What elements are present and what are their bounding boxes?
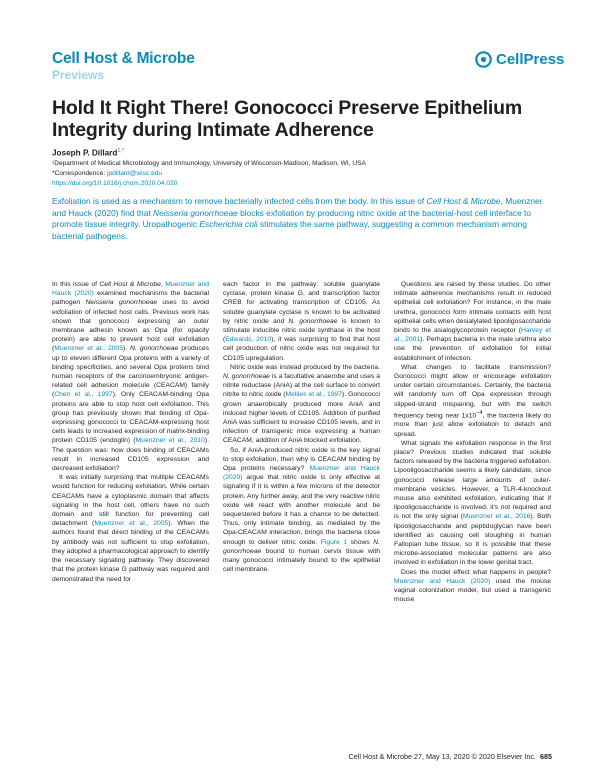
text: Nitric oxide was instead produced by the bacteria. [230,363,380,371]
article-title: Hold It Right There! Gonococci Preserve Epithelium Integrity during Intimate Adherence [52,97,522,141]
abstract-species: Neisseria gonorrhoeae [153,207,238,218]
paragraph [52,473,209,583]
text: uses to avoid exfoliation of infected host cells. Previous work has shown that gonococci expressing an outer membrane adhesin known as Opa (for opacity protein) are able to prevent host cell exfoliation ( [52,299,210,353]
abstract-journal: Cell Host & Microbe [426,196,501,206]
text: is a facultative anaerobe and uses a nitrite reductase (AniA) at the cell surface to convert nitrite to nitric oxide ( [223,373,380,399]
cellpress-logo-text: CellPress [496,50,565,68]
abstract-text: Exfoliation is used as a mechanism to remove bacterially infected cells from the body. In this issue of [52,196,427,206]
text: What signals the exfoliation response in the first place? Previous studies indicated that soluble factors released by the bacteria triggered exfoliation. Lipooligosaccharide seems a likely candidate, since gonococci release large amounts of outer-membrane vesicles. However, a TLR-4-knockout mouse also exhibited exfoliation, indicating that if lipooligosaccharide is involved, it's not required and is not the only signal ( [394,439,551,521]
text: argue that nitric oxide is only effective at signaling if it is within a few microns of the detector protein. Any further away, and the very reactive nitric oxide will react with another molecule and be sequestered before it has a chance to be detected. Thus, only intimate binding, as mediated by the Opa-CEACAM interaction, brings the bacteria close enough to deliver nitric oxide. [223,474,380,546]
page-number: 685 [540,752,552,761]
abstract-text: , Muenzner and Hauck (2020) find that [52,196,543,218]
section-label: Previews [52,68,105,82]
cellpress-logo-icon [475,51,492,68]
text: ). When the authors found that direct binding of the CEACAMs by antibody was not sufficient to stop exfoliation, they adopted a pharmacological approach to identify the necessary signaling pathway. They discovered that the protein kinase G pathway was required and demonstrated the need for [52,520,210,583]
article-meta [52,159,552,189]
correspondence [52,169,552,179]
abstract-text: blocks exfoliation by producing nitric oxide at the bacterial-host cell interface to promote tissue integrity. Uropathogenic [52,207,532,230]
footer-citation: Cell Host & Microbe 27, May 13, 2020 © 2020 Elsevier Inc. [348,752,536,761]
text: used the mouse vaginal colonization model, but used a transgenic mouse [394,577,551,604]
paragraph [394,568,551,605]
text: produces up to eleven different Opa proteins with a variety of binding specificities, and several Opa proteins bind human receptors of the carcinoembryonic antigen-related cell adhesion molecule (CEACAM) family ( [52,345,209,399]
page-footer [349,752,552,761]
text: It was initially surprising that multiple CEACAMs would function for reducing exfoliation. While certain CEACAMs have a cytoplasmic domain that affects signaling in the host cell, others have no such domain and still function for preventing cell detachment ( [52,474,209,528]
paragraph [223,363,380,446]
text: So, if AniA-produced nitric oxide is the key signal to stop exfoliation, then why is CEACAM binding by Opa proteins necessary? [223,446,380,473]
author-marks: 1,* [117,148,125,154]
citation-link[interactable]: Mellies et al., 1997 [285,391,343,399]
paragraph [394,363,551,439]
species-italic: N. gonorrhoeae [130,345,179,353]
species-italic: Neisseria gonorrhoeae [85,299,158,307]
text: ), it was surprising to find that host cell production of nitric oxide was not required for CD105 upregulation. [223,336,381,362]
citation-link[interactable]: Muenzner et al., 2010 [135,437,205,445]
affiliation: ¹Department of Medical Microbiology and Immunology, University of Wisconsin-Madison, Madison, WI, USA [52,160,366,167]
column-2 [223,280,380,604]
text: In this issue of [52,281,100,288]
text: Questions are raised by these studies. Do other intimate adherence mechanisms result in reduced epithelial cell exfoliation? For instance, in the male urethra, gonococci form intimate contacts with host epithelial cells when desialylated lipooligosaccharide binds to the asialoglycoprotein receptor ( [394,281,551,335]
abstract-text: stimulates the same pathway, suggesting a common mechanism among bacterial pathogens. [52,219,527,241]
journal-name: Cell Host & Microbe [52,50,195,67]
text: Does the model effect what happens in people? [401,568,551,576]
text: , the bacteria likely do more than just allow exfoliation to detach and spread. [394,412,551,438]
text: examined mechanisms the bacterial pathogen [52,290,209,307]
text: ). [122,345,131,353]
citation-link[interactable]: Muenzner et al., 2005 [94,520,169,528]
journal-italic: Cell Host & Microbe [99,281,161,288]
column-3 [394,280,551,604]
text: ). Perhaps bacteria in the male urethra also use the prevention of exfoliation for initial establishment of infection. [394,336,551,362]
author-name[interactable]: Joseph P. Dillard [52,148,118,158]
doi-link[interactable]: https://doi.org/10.1016/j.chom.2020.04.020 [52,180,178,187]
citation-link[interactable]: Muenzner et al., 2016 [462,513,531,521]
citation-link[interactable]: Chen et al., 1997 [54,391,113,399]
citation-link[interactable]: Edwards, 2010 [225,336,272,344]
paragraph [394,280,551,363]
column-1 [52,280,209,604]
text: ). Only CEACAM-binding Opa proteins are able to stop host cell exfoliation. This group has previously shown that binding of Opa-expressing gonococci to CEACAM-expressing host cells leads to increased expression of matrix-binding protein CD105 (endoglin) ( [52,391,209,445]
text: bound to human cervix tissue with many gonococci intimately bound to the epithelial cell membrane. [223,547,380,574]
text: ). Both lipooligosaccharide and peptidoglycan have been identified as causing cell sloughing in human Fallopian tube tissue, so it is possible that these microbe-associated molecular patterns are also involved in exfoliation in the lower genital tract. [394,513,551,567]
figure-link[interactable]: Figure 1 [320,538,348,546]
paragraph [52,280,209,473]
citation-link[interactable]: Muenzner et al., 2005 [54,345,123,353]
author-line [52,148,124,158]
text: shows [347,538,374,546]
paragraph [394,439,551,568]
text: What changes to facilitate transmission? Gonococci might allow or encourage exfoliation under certain circumstances. Certainly, the bacteria will randomly turn off Opa expression through slipped-strand mispairing, but with the switch frequency being near 1x10 [394,363,551,420]
body-columns [52,280,552,604]
citation-link[interactable]: Muenzner and Hauck (2020) [52,281,209,298]
paragraph [223,280,380,363]
species-italic: N. gonorrhoeae [288,317,338,325]
text: ). Gonococci grown anaerobically produced more AniA and induced higher levels of CD105. Addition of purified AniA was sufficient to increase CD105 levels, and in infection of transgenic mice expressing a human CEACAM, addition of AniA blocked exfoliation. [223,391,381,445]
citation-link[interactable]: Muenzner and Hauck (2020) [223,465,380,482]
superscript: −4 [476,409,483,416]
citation-link[interactable]: Harvey et al., 2001 [394,327,551,344]
abstract [52,196,552,242]
correspondence-label: *Correspondence: [52,170,106,177]
text: ). The question was: how does binding of CEACAMs result in increased CD105 expression and decreased exfoliation? [52,437,209,473]
abstract-species: Escherichia coli [199,219,258,230]
email-link[interactable]: jpdillard@wisc.edu [107,170,163,177]
text: each factor in the pathway: soluble guanylate cyclase, protein kinase G, and transcription factor CREB for activating transcription of CD105. As soluble guanylate cyclase is known to be activated by nitric oxide and [223,281,380,325]
species-italic: N. gonorrhoeae [223,538,381,555]
citation-link[interactable]: Muenzner and Hauck (2020) [394,577,491,585]
paragraph [223,446,380,575]
text: , [160,281,166,288]
cellpress-logo [475,50,564,68]
species-italic: N. gonorrhoeae [223,373,270,381]
text: is known to stimulate inducible nitric oxide synthase in the host ( [223,317,380,344]
